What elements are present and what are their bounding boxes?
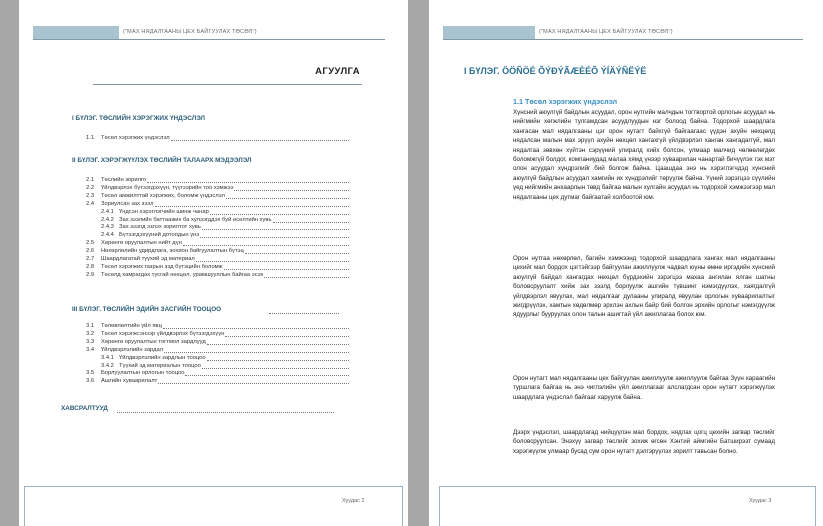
toc-entry[interactable] xyxy=(86,200,154,208)
toc-entry-number: 3.3 xyxy=(86,338,95,345)
toc-page xyxy=(19,0,408,526)
toc-entry-number: 1.1 xyxy=(86,135,95,141)
toc-entry-text: Ашгийн хуваарилалт xyxy=(101,378,158,385)
header-text: ("МАХ НЯДАЛГААНЫ ЦЕХ БАЙГУУЛАХ ТӨСӨЛ") xyxy=(539,29,673,35)
toc-entry[interactable] xyxy=(86,369,184,377)
toc-entry-text: Төсөл хэрэгжих газрын зэд бүтэцийн боломж xyxy=(101,263,223,270)
toc-entry[interactable] xyxy=(86,255,195,263)
toc-leader-dots xyxy=(273,222,349,223)
toc-entry-text: Хөрөнгө оруулалтын тогтмол зардлууд xyxy=(101,338,206,345)
toc-entry-number: 3.1 xyxy=(86,323,95,329)
toc-entry[interactable] xyxy=(86,192,225,200)
toc-leader-dots xyxy=(158,383,349,384)
toc-leader-dots xyxy=(185,375,349,376)
toc-entry-text: Төсөл хэрэгжсэнээр үйлдвэрлэх бүтээгдэхүүн xyxy=(101,330,225,337)
toc-entry-number: 2.6 xyxy=(86,248,95,255)
toc-entry-text: Үйлдвэрлэлийн зардлын тооцоо xyxy=(119,354,206,361)
toc-entry-number: 3.5 xyxy=(86,370,95,377)
toc-entry-text: Үндсэн хэрэглэгчийн шинж чанар xyxy=(119,208,209,215)
body-paragraph: Орон нутагт мал нядалгааны цех байгуулан ажиллуулж ажиллуулж байгаа Зүүн хараагийн туршлага байгаа нь энэ чиглэлийн үйл ажиллагааг алслагдсан орон нутагт хэрэгжүүлэх шаардлага үндэслэл байгааг харуулж байна. xyxy=(513,375,775,401)
toc-entry-number: 2.5 xyxy=(86,240,95,247)
toc-entry-text: Борлуулалтын орлогын тооцоо xyxy=(101,370,185,377)
toc-leader-dots xyxy=(225,336,349,337)
toc-entry[interactable] xyxy=(86,322,162,330)
section-heading: 1.1 Төсөл хэрэгжих үндэслэл xyxy=(513,97,618,106)
body-paragraph: Хүнсний аюулгүй байдлын асуудал, орон нутгийн малчдын тогтвортой орлогын асуудал нь нийгмийн хөгжлийн тулгамдсан асуудлуудын нэг болоод байна. Тодорхой шаардлага хангасан мал нядалгааны цэг орон нутагт байхгүй байгаагаас үүдэн ахуйн нөхцөлд нядалсан малын мах эрүүл ахуйн нөхцөл хангахгүй үйлдвэрлэл ханган хангадаггүй, мал нядалгаа зөвхөн хүйтэн сэрүүний улиралд хийх болсон, улмаар малчид чөлөөлөгдөх боломжгүй болдог, компаниудад малаа хямд үнээр хуваарилан чанартай бичүүлэх гэх мэт олон асуудал хүндрэлийг бий болгож байна. Цаашдаа энэ нь хэрэглэгчдэд хүнсний аюулгүй байдлын асуудал хамгийн их хүндрэлийг төрүүлж байна. Үүний зэрэгцээ сүүлийн үед нийгмийн анхаарлын төвд байгаа малын хулгайн асуудал нь тодорхой хэмжээгээр мал нядалгааны цех дутмаг байгаатай холбоотой юм. xyxy=(513,109,775,201)
toc-leader-dots xyxy=(207,344,349,345)
toc-entry[interactable] xyxy=(86,338,206,346)
toc-entry-number: 3.4.2 xyxy=(101,362,114,369)
toc-entry-number: 3.4 xyxy=(86,346,95,353)
toc-entry-number: 2.2 xyxy=(86,184,95,191)
toc-entry-number: 2.9 xyxy=(86,271,95,278)
toc-entry-text: Бүтээгдэхүүний дотоодын үнэ xyxy=(119,232,200,239)
toc-entry[interactable] xyxy=(86,263,223,271)
toc-chapter-entry[interactable]: II БҮЛЭГ. ХЭРЭГЖҮҮЛЭХ ТӨСЛИЙН ТАЛААРХ МЭДЭЭЛЭЛ xyxy=(72,157,252,164)
toc-entry-text: Хөрөнгө оруулалтын нийт дүн xyxy=(101,240,182,247)
toc-entry[interactable] xyxy=(86,176,146,184)
toc-chapter-entry[interactable]: I БҮЛЭГ. ТӨСЛИЙН ХЭРЭГЖИХ ҮНДЭСЛЭЛ xyxy=(72,115,205,122)
toc-leader-dots xyxy=(196,261,349,262)
chapter-heading: I БҮЛЭГ. ÖÖÑÖÉ ÕÝÐÝÃÆÈÉÕ ÝÍÄÝÑËÝË xyxy=(464,66,647,76)
margin-rule-left xyxy=(439,486,440,526)
toc-entry[interactable] xyxy=(86,247,244,255)
toc-entry-number: 2.3 xyxy=(86,192,95,199)
toc-entry-text: Зориулсан зах зээл xyxy=(101,200,154,207)
toc-entry-text: Төсөл амжилттай хэрэгжих, боломж үндэслэл xyxy=(101,192,225,199)
toc-leader-dots xyxy=(245,253,349,254)
toc-chapter-entry[interactable]: III БҮЛЭГ. ТӨСЛИЙН ЭДИЙН ЗАСГИЙН ТООЦОО xyxy=(72,306,222,313)
toc-leader-dots xyxy=(155,206,349,207)
toc-entry-text: Зах зээлд эзлэх зорилтот хувь xyxy=(119,224,201,231)
toc-entry-text: Түүхий эд материалын тооцоо xyxy=(119,362,201,369)
toc-entry-number: 2.4.3 xyxy=(101,224,114,231)
toc-entry[interactable] xyxy=(86,184,233,192)
footer-rule xyxy=(24,486,403,487)
toc-entry-number: 2.4.1 xyxy=(101,208,114,215)
toc-entry-text: Үйлдвэрлэх бүтээгдэхүүн, түүгээрийн тоо хэмжээ xyxy=(101,184,234,191)
toc-leader-dots xyxy=(147,182,349,183)
header-text: ("МАХ НЯДАЛГААНЫ ЦЕХ БАЙГУУЛАХ ТӨСӨЛ") xyxy=(123,29,257,35)
toc-leader-dots xyxy=(224,269,349,270)
toc-leader-dots xyxy=(183,245,349,246)
toc-appendix[interactable]: ХАВСРАЛТУУД xyxy=(61,405,108,412)
toc-entry-number: 3.6 xyxy=(86,378,95,385)
toc-entry-number: 2.4 xyxy=(86,200,95,207)
header-bar xyxy=(33,26,119,39)
margin-rule-left xyxy=(24,486,25,526)
toc-entry[interactable] xyxy=(101,362,201,370)
footer-rule xyxy=(439,486,816,487)
toc-leader-dots xyxy=(164,352,349,353)
body-paragraph: Дээрх үндэслэл, шаардлагад нийцүүлэн мал бордох, нядлах цогц цехийн загвар төслийг боловсруулсан. Энэхүү загвар төслийг зохиж өгсөн Хэнтий аймгийн Батширээт сумаад хэрэгжүүлж улмаар бусад сум орон нутагт дэлгэрүүлэх зорилт тавьсан болно. xyxy=(513,429,775,455)
footer-page-number: Хуудас 3 xyxy=(749,498,772,504)
toc-leader-dots xyxy=(269,313,339,314)
body-paragraph: Орон нутгаа нөхөрлөл, багийн хэмжээнд тодорхой шаардлага хангах мал нядалгааны цехийг мал бордох цэгтэйгээр байгуулан ажиллуулж чадвал юуны өмнө иргэдийн хүнсний аюулгүй байдал хангагдах нөхцөл бүрдэхийн зэрэгцээ махаа ангилан ялган шатны боловсруулалт хийж зах зээлд борлуулж ашгийн түвшинг нэмэгдүүлэх, хаягдалгүй үйлдвэрлэл явуулах, мал нядалгааг дулааны улиралд явуулан орлогын хуваарилалтыг жигдрүүлэх, хамтын хөдөлмөр эрхлэн ахлын байр бий болгон эрхийн орлогыг нэмэгдүүлж ядуурлыг бууруулах олон талын ашигтай үйл ажиллагаа болох юм. xyxy=(513,255,775,319)
toc-leader-dots xyxy=(202,229,349,230)
toc-entry-text: Зах зээлийн баттаажих ба хулээгддэх буй өсөлтийн хувь xyxy=(119,216,272,223)
toc-leader-dots xyxy=(226,198,349,199)
toc-title-rule xyxy=(93,84,362,85)
footer-page-number: Хуудас 2 xyxy=(342,498,365,504)
toc-entry[interactable] xyxy=(101,223,201,231)
toc-entry[interactable] xyxy=(86,134,170,142)
header-rule xyxy=(443,39,803,40)
toc-entry[interactable] xyxy=(86,346,163,354)
toc-leader-dots xyxy=(200,237,349,238)
toc-entry[interactable] xyxy=(86,377,157,385)
toc-entry[interactable] xyxy=(86,330,224,338)
toc-entry[interactable] xyxy=(86,239,182,247)
toc-entry[interactable] xyxy=(101,231,199,239)
toc-entry[interactable] xyxy=(101,208,209,216)
header-bar xyxy=(443,26,535,39)
content-page xyxy=(429,0,823,526)
toc-entry[interactable] xyxy=(86,271,263,279)
toc-entry[interactable] xyxy=(101,216,272,224)
toc-entry-number: 2.4.2 xyxy=(101,216,114,223)
toc-entry-text: Нөхөрлөлийн удирдлага, зохион байгуулалтын бүтэц xyxy=(101,248,244,255)
toc-entry-text: Төслийн зорилго xyxy=(101,177,147,183)
toc-entry-number: 3.4.1 xyxy=(101,354,114,361)
toc-leader-dots xyxy=(202,368,349,369)
toc-entry-number: 2.7 xyxy=(86,256,95,262)
margin-rule-right xyxy=(402,486,403,526)
toc-leader-dots xyxy=(264,277,349,278)
toc-entry[interactable] xyxy=(101,354,206,362)
toc-leader-dots xyxy=(210,214,349,215)
toc-leader-dots xyxy=(117,412,334,413)
toc-entry-text: Төсөлд хамрагдах тусгай нөхцөл, урамшууллын байгаа эсэх xyxy=(101,271,264,278)
margin-rule-right xyxy=(815,486,816,526)
toc-entry-text: Төсөл хэрэгжих үндэслэл xyxy=(101,135,170,141)
toc-title: АГУУЛГА xyxy=(315,66,360,77)
toc-leader-dots xyxy=(207,360,349,361)
toc-entry-text: Төлөвлөлтийн үйл явц xyxy=(101,323,162,329)
toc-entry-number: 2.1 xyxy=(86,177,95,183)
toc-entry-number: 2.8 xyxy=(86,263,95,270)
toc-entry-text: Үйлдвэрлэлийн зардал xyxy=(101,346,164,353)
toc-entry-text: Шаардлагатай түүхий эд материал xyxy=(101,256,195,262)
toc-entry-number: 2.4.4 xyxy=(101,232,114,239)
toc-entry-number: 3.2 xyxy=(86,330,95,337)
toc-leader-dots xyxy=(234,190,349,191)
header-rule xyxy=(33,39,385,40)
toc-leader-dots xyxy=(171,140,349,141)
toc-leader-dots xyxy=(163,328,349,329)
